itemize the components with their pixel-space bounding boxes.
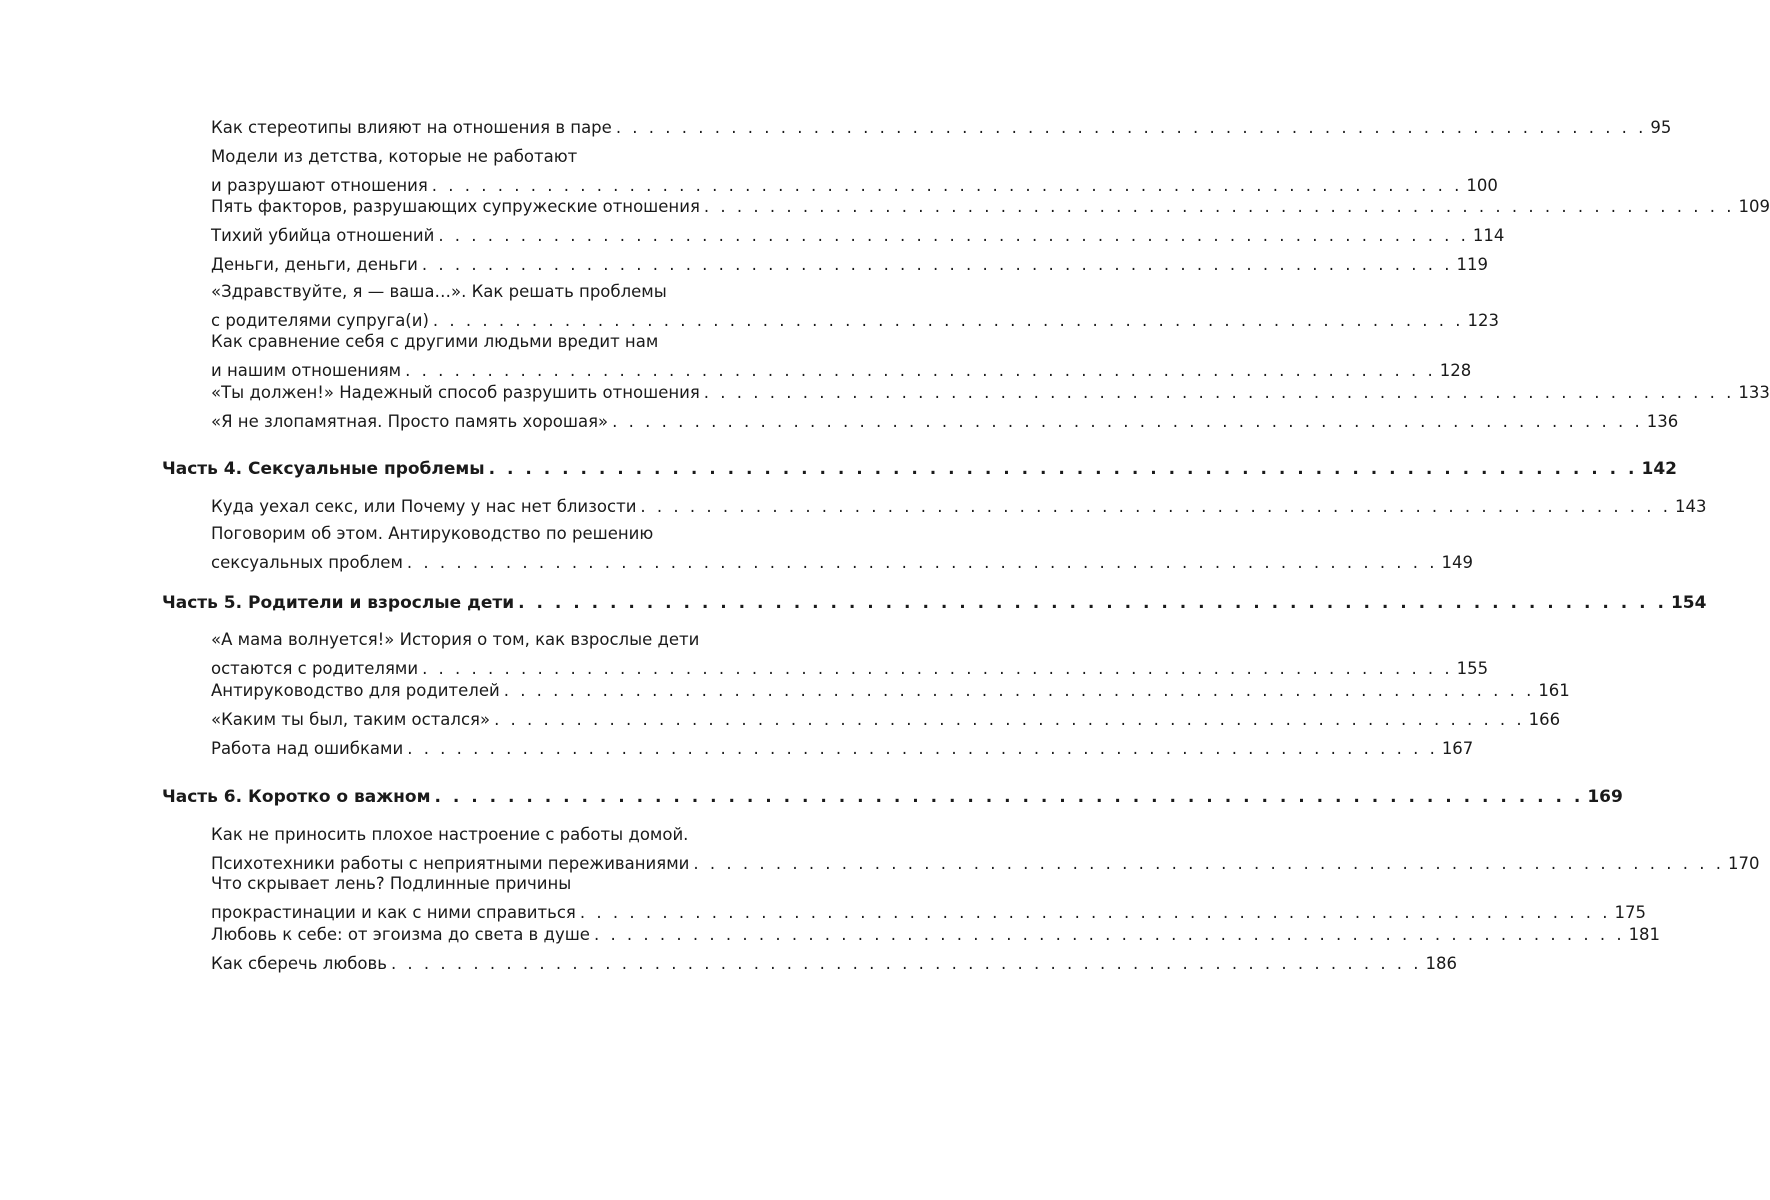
toc-entry: «Я не злопамятная. Просто память хорошая» . . . . . . . . . . . . . . . . . . . . . . . . . . . . . . . . . . . . . . . . . . . . . . . . . . . . . . . . . . . . . . . 136 [211, 407, 734, 436]
page-number: 133 [1738, 383, 1770, 402]
page-number: 119 [1456, 255, 1488, 274]
toc-entry: Тихий убийца отношений . . . . . . . . . . . . . . . . . . . . . . . . . . . . . . . . . . . . . . . . . . . . . . . . . . . . . . . . . . . . . . . 114 [211, 221, 734, 250]
page-number: 143 [1675, 497, 1707, 516]
toc-entry: Любовь к себе: от эгоизма до света в душе . . . . . . . . . . . . . . . . . . . . . . . . . . . . . . . . . . . . . . . . . . . . . . . . . . . . . . . . . . . . . . . 181 [211, 920, 734, 949]
page-number: 186 [1425, 954, 1458, 973]
part-heading: Часть 6. Коротко о важном . . . . . . . . . . . . . . . . . . . . . . . . . . . . . . . . . . . . . . . . . . . . . . . . . . . . . . . . . . . . . . . 169 [162, 783, 734, 812]
page-number: 142 [1641, 459, 1677, 479]
toc-entry: Поговорим об этом. Антируководство по решению сексуальных проблем . . . . . . . . . . . . . . . . . . . . . . . . . . . . . . . . . . . . . . . . . . . . . . . . . . . . . . . . . . . . . . . 149 [211, 519, 734, 577]
page-number: 169 [1587, 787, 1623, 807]
page-number: 136 [1646, 412, 1679, 431]
dot-leader: . . . . . . . . . . . . . . . . . . . . . . . . . . . . . . . . . . . . . . . . . . . . . . . . . . . . . . . . . . . . . . . [640, 497, 1672, 516]
dot-leader: . . . . . . . . . . . . . . . . . . . . . . . . . . . . . . . . . . . . . . . . . . . . . . . . . . . . . . . . . . . . . . . [421, 255, 1453, 274]
toc-entry: Модели из детства, которые не работают и разрушают отношения . . . . . . . . . . . . . . . . . . . . . . . . . . . . . . . . . . . . . . . . . . . . . . . . . . . . . . . . . . . . . . . 100 [211, 142, 734, 200]
dot-leader: . . . . . . . . . . . . . . . . . . . . . . . . . . . . . . . . . . . . . . . . . . . . . . . . . . . . . . . . . . . . . . . [518, 593, 1667, 613]
dot-leader: . . . . . . . . . . . . . . . . . . . . . . . . . . . . . . . . . . . . . . . . . . . . . . . . . . . . . . . . . . . . . . . [488, 459, 1638, 479]
dot-leader: . . . . . . . . . . . . . . . . . . . . . . . . . . . . . . . . . . . . . . . . . . . . . . . . . . . . . . . . . . . . . . . [438, 226, 1469, 245]
page-number: 167 [1441, 739, 1474, 758]
dot-leader: . . . . . . . . . . . . . . . . . . . . . . . . . . . . . . . . . . . . . . . . . . . . . . . . . . . . . . . . . . . . . . . [503, 681, 1535, 700]
toc-entry: Как сравнение себя с другими людьми вредит нам и нашим отношениям . . . . . . . . . . . . . . . . . . . . . . . . . . . . . . . . . . . . . . . . . . . . . . . . . . . . . . . . . . . . . . . 128 [211, 327, 734, 385]
dot-leader: . . . . . . . . . . . . . . . . . . . . . . . . . . . . . . . . . . . . . . . . . . . . . . . . . . . . . . . . . . . . . . . [390, 954, 1422, 973]
toc-entry: «Ты должен!» Надежный способ разрушить отношения . . . . . . . . . . . . . . . . . . . . . . . . . . . . . . . . . . . . . . . . . . . . . . . . . . . . . . . . . . . . . . . 133 [211, 378, 734, 407]
page-number: 175 [1614, 903, 1646, 922]
toc-entry: Деньги, деньги, деньги . . . . . . . . . . . . . . . . . . . . . . . . . . . . . . . . . . . . . . . . . . . . . . . . . . . . . . . . . . . . . . . 119 [211, 250, 734, 279]
dot-leader: . . . . . . . . . . . . . . . . . . . . . . . . . . . . . . . . . . . . . . . . . . . . . . . . . . . . . . . . . . . . . . . [579, 903, 1611, 922]
dot-leader: . . . . . . . . . . . . . . . . . . . . . . . . . . . . . . . . . . . . . . . . . . . . . . . . . . . . . . . . . . . . . . . [406, 553, 1438, 572]
page-number: 181 [1628, 925, 1661, 944]
part-heading: Часть 4. Сексуальные проблемы . . . . . . . . . . . . . . . . . . . . . . . . . . . . . . . . . . . . . . . . . . . . . . . . . . . . . . . . . . . . . . . 142 [162, 455, 734, 484]
dot-leader: . . . . . . . . . . . . . . . . . . . . . . . . . . . . . . . . . . . . . . . . . . . . . . . . . . . . . . . . . . . . . . . [693, 854, 1724, 873]
page-number: 95 [1650, 118, 1672, 137]
dot-leader: . . . . . . . . . . . . . . . . . . . . . . . . . . . . . . . . . . . . . . . . . . . . . . . . . . . . . . . . . . . . . . . [434, 787, 1584, 807]
dot-leader: . . . . . . . . . . . . . . . . . . . . . . . . . . . . . . . . . . . . . . . . . . . . . . . . . . . . . . . . . . . . . . . [431, 176, 1463, 195]
dot-leader: . . . . . . . . . . . . . . . . . . . . . . . . . . . . . . . . . . . . . . . . . . . . . . . . . . . . . . . . . . . . . . . [494, 710, 1525, 729]
dot-leader: . . . . . . . . . . . . . . . . . . . . . . . . . . . . . . . . . . . . . . . . . . . . . . . . . . . . . . . . . . . . . . . [615, 118, 1647, 137]
dot-leader: . . . . . . . . . . . . . . . . . . . . . . . . . . . . . . . . . . . . . . . . . . . . . . . . . . . . . . . . . . . . . . . [432, 311, 1464, 330]
toc-entry: Антируководство для родителей . . . . . . . . . . . . . . . . . . . . . . . . . . . . . . . . . . . . . . . . . . . . . . . . . . . . . . . . . . . . . . . 161 [211, 676, 734, 705]
page-number: 166 [1528, 710, 1561, 729]
page-number: 154 [1670, 593, 1707, 613]
toc-entry: Как сберечь любовь . . . . . . . . . . . . . . . . . . . . . . . . . . . . . . . . . . . . . . . . . . . . . . . . . . . . . . . . . . . . . . . 186 [211, 949, 734, 978]
toc-entry: Пять факторов, разрушающих супружеские отношения . . . . . . . . . . . . . . . . . . . . . . . . . . . . . . . . . . . . . . . . . . . . . . . . . . . . . . . . . . . . . . . 109 [211, 192, 734, 221]
dot-leader: . . . . . . . . . . . . . . . . . . . . . . . . . . . . . . . . . . . . . . . . . . . . . . . . . . . . . . . . . . . . . . . [703, 383, 1735, 402]
dot-leader: . . . . . . . . . . . . . . . . . . . . . . . . . . . . . . . . . . . . . . . . . . . . . . . . . . . . . . . . . . . . . . . [612, 412, 1643, 431]
page-number: 149 [1441, 553, 1474, 572]
toc-entry: Как не приносить плохое настроение с работы домой. Психотехники работы с неприятными переживаниями . . . . . . . . . . . . . . . . . . . . . . . . . . . . . . . . . . . . . . . . . . . . . . . . . . . . . . . . . . . . . . . 170 [211, 820, 734, 878]
part-heading: Часть 5. Родители и взрослые дети . . . . . . . . . . . . . . . . . . . . . . . . . . . . . . . . . . . . . . . . . . . . . . . . . . . . . . . . . . . . . . . 154 [162, 589, 734, 618]
page-number: 155 [1456, 659, 1489, 678]
toc-entry: «Каким ты был, таким остался» . . . . . . . . . . . . . . . . . . . . . . . . . . . . . . . . . . . . . . . . . . . . . . . . . . . . . . . . . . . . . . . 166 [211, 705, 734, 734]
page-number: 114 [1472, 226, 1505, 245]
toc-entry: «Здравствуйте, я — ваша…». Как решать проблемы с родителями супруга(и) . . . . . . . . . . . . . . . . . . . . . . . . . . . . . . . . . . . . . . . . . . . . . . . . . . . . . . . . . . . . . . . 123 [211, 277, 734, 335]
toc-entry: «А мама волнуется!» История о том, как взрослые дети остаются с родителями . . . . . . . . . . . . . . . . . . . . . . . . . . . . . . . . . . . . . . . . . . . . . . . . . . . . . . . . . . . . . . . 155 [211, 625, 734, 683]
dot-leader: . . . . . . . . . . . . . . . . . . . . . . . . . . . . . . . . . . . . . . . . . . . . . . . . . . . . . . . . . . . . . . . [422, 659, 1453, 678]
page-number: 109 [1738, 197, 1770, 216]
dot-leader: . . . . . . . . . . . . . . . . . . . . . . . . . . . . . . . . . . . . . . . . . . . . . . . . . . . . . . . . . . . . . . . [407, 739, 1438, 758]
toc-entry: Как стереотипы влияют на отношения в паре . . . . . . . . . . . . . . . . . . . . . . . . . . . . . . . . . . . . . . . . . . . . . . . . . . . . . . . . . . . . . . . 95 [211, 113, 734, 142]
page-number: 128 [1439, 361, 1472, 380]
page-number: 170 [1728, 854, 1760, 873]
dot-leader: . . . . . . . . . . . . . . . . . . . . . . . . . . . . . . . . . . . . . . . . . . . . . . . . . . . . . . . . . . . . . . . [405, 361, 1436, 380]
page-number: 123 [1467, 311, 1500, 330]
toc-entry: Куда уехал секс, или Почему у нас нет близости . . . . . . . . . . . . . . . . . . . . . . . . . . . . . . . . . . . . . . . . . . . . . . . . . . . . . . . . . . . . . . . 143 [211, 492, 734, 521]
toc-entry: Что скрывает лень? Подлинные причины прокрастинации и как с ними справиться . . . . . . . . . . . . . . . . . . . . . . . . . . . . . . . . . . . . . . . . . . . . . . . . . . . . . . . . . . . . . . . 175 [211, 869, 734, 927]
dot-leader: . . . . . . . . . . . . . . . . . . . . . . . . . . . . . . . . . . . . . . . . . . . . . . . . . . . . . . . . . . . . . . . [593, 925, 1625, 944]
page-number: 161 [1538, 681, 1570, 700]
page-number: 100 [1466, 176, 1498, 195]
toc-entry: Работа над ошибками . . . . . . . . . . . . . . . . . . . . . . . . . . . . . . . . . . . . . . . . . . . . . . . . . . . . . . . . . . . . . . . 167 [211, 734, 734, 763]
dot-leader: . . . . . . . . . . . . . . . . . . . . . . . . . . . . . . . . . . . . . . . . . . . . . . . . . . . . . . . . . . . . . . . [703, 197, 1735, 216]
